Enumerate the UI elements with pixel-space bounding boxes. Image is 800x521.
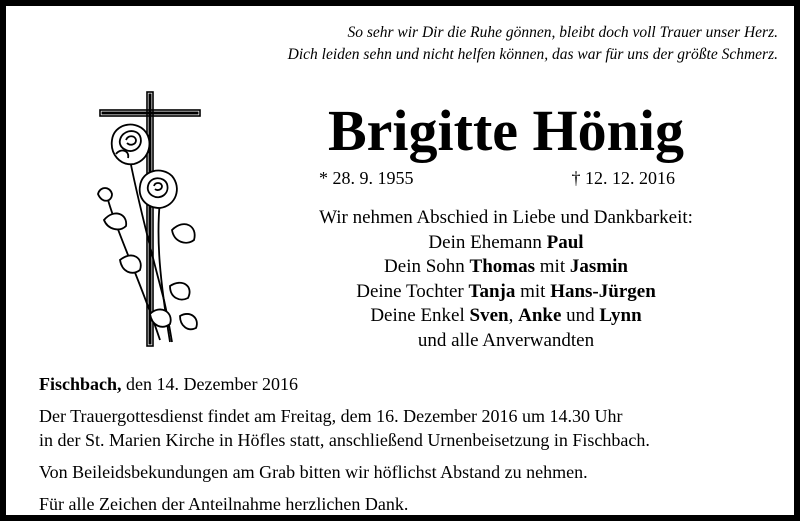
son-with: mit	[539, 256, 566, 277]
daughter-prefix: Deine Tochter	[356, 280, 464, 302]
place-date-line	[39, 372, 779, 396]
poem-line: Dich leiden sehn und nicht helfen können, das war für uns der größte Schmerz.	[287, 46, 778, 63]
son-partner: Jasmin	[569, 256, 628, 277]
condolence-request: Von Beileidsbekundungen am Grab bitten wir höflichst Abstand zu nehmen.	[39, 462, 588, 482]
service-info-line: Der Trauergottesdienst findet am Freitag, dem 16. Dezember 2016 um 14.30 Uhr	[39, 406, 623, 426]
birth-date: * 28. 9. 1955	[319, 168, 414, 188]
mourner-line-grandchildren	[264, 304, 748, 329]
mourners-list	[264, 206, 748, 353]
mourner-line-daughter	[264, 280, 748, 305]
cross-with-roses-icon	[90, 90, 208, 350]
notice-details	[39, 372, 779, 516]
mourner-line-son	[264, 255, 748, 280]
daughter-with: mit	[520, 280, 546, 302]
husband-prefix: Dein Ehemann	[428, 231, 542, 253]
mourner-line-husband	[264, 231, 748, 256]
mourner-line-relatives: und alle Anverwandten	[417, 329, 595, 351]
grandchild-separator: ,	[508, 305, 514, 326]
son-prefix: Dein Sohn	[384, 256, 465, 277]
notice-date: den 14. Dezember 2016	[126, 374, 298, 394]
grandchild-name: Anke	[518, 305, 562, 326]
place: Fischbach,	[39, 374, 122, 394]
grandchild-and: und	[566, 305, 595, 326]
daughter-name: Tanja	[468, 280, 516, 302]
daughter-partner: Hans-Jürgen	[550, 280, 656, 302]
poem	[138, 22, 778, 66]
grandchild-name: Sven	[469, 305, 509, 326]
poem-line: So sehr wir Dir die Ruhe gönnen, bleibt doch voll Trauer unser Herz.	[347, 24, 778, 41]
deceased-name: Brigitte Hönig	[327, 98, 684, 163]
mourners-intro: Wir nehmen Abschied in Liebe und Dankbarkeit:	[319, 207, 693, 228]
service-info-line: in der St. Marien Kirche in Höfles statt, anschließend Urnenbeisetzung in Fischbach.	[39, 430, 650, 450]
grandchildren-prefix: Deine Enkel	[370, 305, 465, 326]
thanks-line: Für alle Zeichen der Anteilnahme herzlichen Dank.	[39, 494, 409, 514]
grandchild-name: Lynn	[599, 305, 642, 326]
son-name: Thomas	[469, 256, 536, 277]
husband-name: Paul	[546, 231, 584, 253]
death-date: † 12. 12. 2016	[571, 168, 675, 188]
